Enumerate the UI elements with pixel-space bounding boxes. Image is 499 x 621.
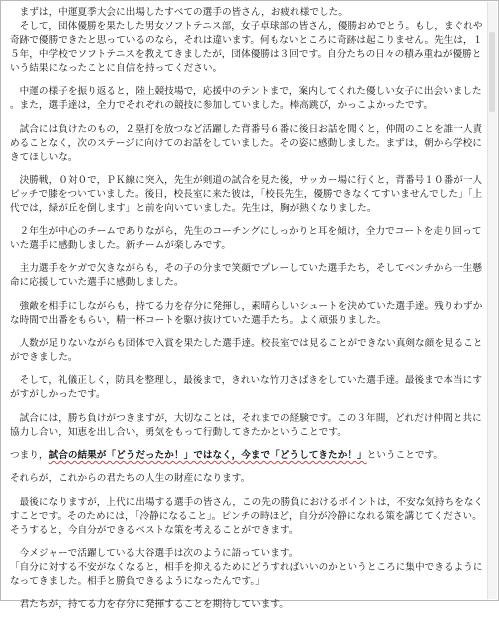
paragraph-future-asset: それらが，これからの君たちの人生の財産になります。 [10,473,251,485]
paragraph-kendo: そして，礼儀正しく，防具を整理し，最後まで，きれいな竹刀さばきをしていた選手達。最後まで本当にすがすがしかったです。 [10,375,482,401]
paragraph-strong-opponent: 強敵を相手にしながらも，持てる力を存分に発揮し，素晴らしいシュートを決めていた選手達。残りわずかな時間で出番をもらい，精一杯コートを駆け抜けていた選手たち。よく頑張りました。 [10,300,483,326]
key-sentence-after: ということです。 [366,449,444,461]
scrollbar-thumb[interactable] [489,32,495,112]
paragraph-closing: 君たちが，持てる力を存分に発揮することを期待しています。 [10,598,289,610]
paragraph-key-sentence [10,449,488,463]
quote-text: 「自分に対する不安がなくなると，相手を抑えるためにどうすればいいのかというところに集中できるようになってきました。相手と勝負できるようになったんです。」 [10,561,483,587]
paragraph-soccer-final: 決勝戦，０対０で，ＰＫ線に突入，先生が剣道の試合を見た後，サッカー場に行くと，背番号１０番が一人ピッチで膝をついていました。後日，校長室に来た彼は，「校長先生，優勝できなくてすいませんでした」「上代では，緑が丘を倒します」と前を向いていました。先生は，胸が熱くなりました。 [10,174,483,214]
paragraph-second-years: ２年生が中心のチームでありながら，先生のコーチングにしっかりと耳を傾け，全力でコートを走り回っていた選手に感動しました。新チームが楽しみです。 [10,226,482,252]
paragraph-team-shortage: 人数が足りないながらも団体で入賞を果たした選手達。校長室では見ることができない真剣な顔を見ることができました。 [10,338,483,364]
paragraph-greeting: まずは，中運夏季大会に出場したすべての選手の皆さん，お疲れ様でした。 そして，団体優勝を果たした男女ソフトテニス部，女子卓球部の皆さん，優勝おめでとう。もし，まぐれや奇跡で優勝できたと思っているのなら，それは違います。何もないところに奇跡は起こりません。先生は，１５年，中学校でソフトテニスを教えてきましたが，団体優勝は３回です。自分たちの日々の積み重ねが優勝という結果になったことに自信を持ってください。 [10,7,483,74]
paragraph-athletics-field: 中運の様子を振り返ると，陸上競技場で，応援中のテントまで，案内してくれた優しい女子に出会いました。また，選手達は，全力でそれぞれの競技に参加していました。棒高跳び，かっこよかったです。 [10,86,482,112]
paragraph-experience: 試合には，勝ち負けがつきますが，大切なことは，それまでの経験です。この３年間，どれだけ仲間と共に協力し合い，知恵を出し合い，勇気をもって行動してきたかということです。 [10,412,482,438]
quote-intro: 今メジャーで活躍している大谷選手は次のように語っています。 [10,547,299,559]
paragraph-baseball: 試合には負けたのもの，２塁打を放つなど活躍した背番号６番に後日お話を聞くと，仲間のことを誰一人責めることなく，次のステージに向けてのお話をしていました。その姿に感動しました。まずは，朝から学校にきてほしいな。 [10,123,483,163]
vertical-scrollbar[interactable] [487,2,497,599]
document-body [10,6,488,621]
key-sentence-before: つまり， [10,449,49,461]
key-sentence-emphasis: 試合の結果が「どうだったか！」ではなく，今まで「どうしてきたか！」 [48,449,367,461]
paragraph-injured-player: 主力選手をケガで欠きながらも，その子の分まで笑顔でプレーしていた選手たち，そしてベンチから一生懸命に応援していた選手に感動しました。 [10,263,482,289]
paragraph-advice: 最後になりますが，上代に出場する選手の皆さん，この先の勝負におけるポイントは，不安な気持ちをなくすことです。そのためには，「冷静になること」。ピンチの時ほど，自分が冷静になれる策を講じてください。そうすると，今自分ができるベストな策を考えることができます。 [10,496,484,536]
